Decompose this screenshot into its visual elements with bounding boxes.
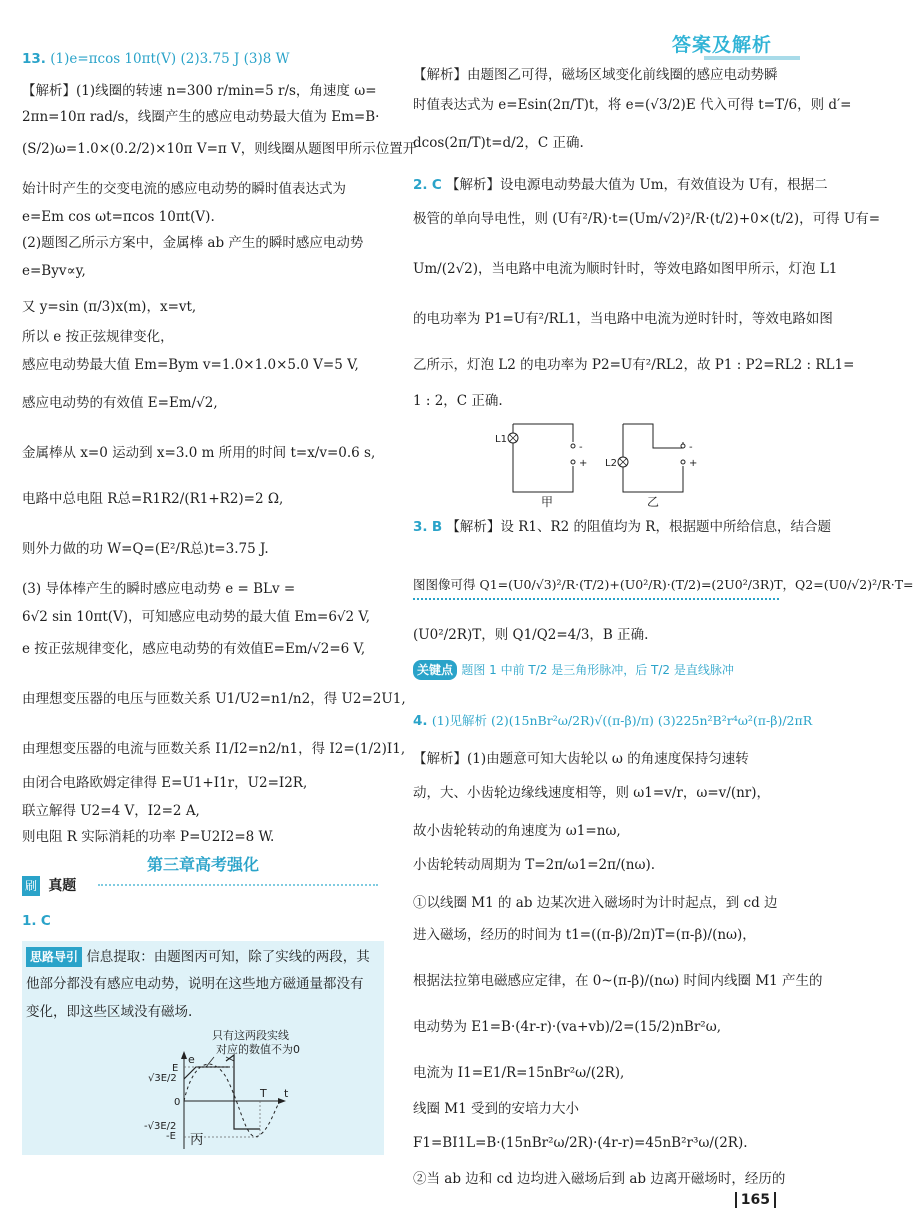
q3-answer-line	[413, 518, 831, 536]
q2-text: 【解析】设电源电动势最大值为 Um，有效值设为 U有，根据二	[446, 177, 828, 193]
fig-b-caption: 乙	[647, 495, 660, 509]
terminal-a-minus	[571, 444, 575, 448]
page-number: 165	[735, 1192, 776, 1208]
zhenti-heading	[22, 876, 76, 896]
text-line: 由闭合电路欧姆定律得 E=U1+I1r，U2=I2R,	[22, 775, 308, 791]
text-line: 时值表达式为 e=Esin(2π/T)t，将 e=(√3/2)E 代入可得 t=T/6，则 d′=	[413, 97, 852, 113]
text-line: 6√2 sin 10πt(V)，可知感应电动势的最大值 Em=6√2 V,	[22, 609, 371, 625]
text-line: 电动势为 E1=B·(4r-r)·(va+vb)/2=(15/2)nBr²ω,	[413, 1019, 722, 1035]
q1-answer: C	[40, 913, 51, 929]
fig-a-caption: 甲	[541, 495, 554, 509]
circuit-a-wire	[513, 424, 573, 492]
q13-answer: (1)e=πcos 10πt(V) (2)3.75 J (3)8 W	[50, 51, 290, 67]
q1-answer-line	[22, 912, 51, 930]
text-line: 又 y=sin (π/3)x(m)，x=vt,	[22, 299, 197, 315]
lamp-l1-label: L1	[495, 434, 507, 445]
q3-answer: B	[431, 519, 443, 535]
text-line: (S/2)ω=1.0×(0.2/2)×10π V=π V，则线圈从题图甲所示位置开	[22, 141, 417, 157]
terminal-a-minus-label: -	[579, 442, 583, 453]
tick-E: E	[172, 1063, 179, 1074]
question-number: 4.	[413, 713, 428, 729]
text-line: e=Byv∝y,	[22, 263, 86, 279]
emf-graph	[134, 1027, 304, 1155]
text-line: 故小齿轮转动的角速度为 ω1=nω,	[413, 823, 621, 839]
solid-segment-1	[184, 1067, 230, 1079]
circuit-b-wire	[623, 424, 683, 448]
wavy-underline	[413, 592, 779, 600]
chapter-title: 第三章高考强化	[146, 855, 259, 874]
text-line: 的电功率为 P1=U有²/RL1，当电路中电流为逆时针时，等效电路如图	[413, 311, 833, 327]
q4-answer: (1)见解析 (2)(15nBr²ω/2R)√((π-β)/π) (3)225n²B²r⁴ω²(π-β)/2πR	[431, 713, 813, 728]
section-header: 答案及解析	[671, 34, 772, 56]
q13-answer-line	[22, 50, 290, 68]
text-line: 电路中总电阻 R总=R1R2/(R1+R2)=2 Ω,	[22, 491, 284, 507]
hint-line-2: 他部分都没有感应电动势，说明在这些地方磁通量都没有	[26, 976, 364, 992]
text-line: 动，大、小齿轮边缘线速度相等，则 ω1=v/r，ω=v/(nr)，	[413, 785, 771, 801]
terminal-b-plus	[681, 460, 685, 464]
text-line: 电流为 I1=E1/R=15nBr²ω/(2R),	[413, 1065, 625, 1081]
text-line: dcos(2π/T)t=d/2，C 正确.	[413, 135, 584, 151]
text-line: ②当 ab 边和 cd 边均进入磁场后到 ab 边离开磁场时，经历的	[413, 1171, 786, 1187]
hint-text: 信息提取：由题图丙可知，除了实线的两段，其	[86, 949, 370, 965]
text-line: e 按正弦规律变化，感应电动势的有效值E=Em/√2=6 V,	[22, 641, 366, 657]
hint-line-3: 变化，即这些区域没有磁场.	[26, 1004, 193, 1020]
hint-box	[22, 941, 384, 1155]
text-line: 2πn=10π rad/s，线圈产生的感应电动势最大值为 Em=B·	[22, 109, 380, 125]
tick-negE: -E	[166, 1131, 176, 1142]
text-line: 感应电动势的有效值 E=Em/√2,	[22, 395, 218, 411]
graph-caption: 丙	[190, 1132, 204, 1148]
axis-t-label: t	[284, 1087, 289, 1100]
question-number: 1.	[22, 913, 37, 929]
question-number: 2.	[413, 177, 428, 193]
terminal-a-plus-label: +	[579, 458, 588, 469]
hint-line-1	[26, 947, 370, 967]
q4-answer-line	[413, 712, 812, 730]
terminal-b-minus	[681, 444, 685, 448]
text-line: (2)题图乙所示方案中，金属棒 ab 产生的瞬时感应电动势	[22, 235, 364, 251]
lamp-l2-label: L2	[605, 458, 617, 469]
tick-T: T	[260, 1087, 267, 1100]
circuit-diagrams	[493, 412, 703, 508]
axis-e-label: e	[188, 1053, 195, 1066]
dashed-sine-curve	[184, 1064, 280, 1136]
text-line: 【解析】由题图乙可得，磁场区域变化前线圈的感应电动势瞬	[413, 67, 778, 83]
text-line: 金属棒从 x=0 运动到 x=3.0 m 所用的时间 t=x/v=0.6 s,	[22, 445, 376, 461]
text-line: 图图像可得 Q1=(U0/√3)²/R·(T/2)+(U0²/R)·(T/2)=(2U0²/3R)T，Q2=(U0/√2)²/R·T=	[413, 577, 914, 592]
text-line: e=Em cos ωt=πcos 10πt(V).	[22, 209, 215, 225]
e-axis-arrow	[181, 1051, 187, 1059]
text-line: 进入磁场，经历的时间为 t1=((π-β)/2π)T=(π-β)/(nω)，	[413, 927, 756, 943]
hint-label: 思路导引	[26, 947, 82, 967]
text-line: 线圈 M1 受到的安培力大小	[413, 1101, 579, 1117]
text-line: 由理想变压器的电流与匝数关系 I1/I2=n2/n1，得 I2=(1/2)I1,	[22, 741, 406, 757]
key-point-icon: 关键点	[413, 660, 457, 680]
graph-annotation-2: 对应的数值不为0	[216, 1043, 300, 1056]
text-line: 则电阻 R 实际消耗的功率 P=U2I2=8 W.	[22, 829, 275, 845]
text-line: F1=BI1L=B·(15nBr²ω/2R)·(4r-r)=45nB²r³ω/(2R).	[413, 1135, 748, 1151]
text-line: Um/(2√2)，当电路中电流为顺时针时，等效电路如图甲所示，灯泡 L1	[413, 261, 838, 277]
text-line: ①以线圈 M1 的 ab 边某次进入磁场时为计时起点，到 cd 边	[413, 895, 778, 911]
q2-answer: C	[431, 177, 442, 193]
text-line: 小齿轮转动周期为 T=2π/ω1=2π/(nω).	[413, 857, 656, 873]
text-line: (U0²/2R)T，则 Q1/Q2=4/3，B 正确.	[413, 627, 649, 643]
circuit-a-wire	[513, 424, 573, 442]
text-line: (3) 导体棒产生的瞬时感应电动势 e = BLv =	[22, 581, 296, 597]
text-line: 始计时产生的交变电流的感应电动势的瞬时值表达式为	[22, 181, 346, 197]
terminal-a-plus	[571, 460, 575, 464]
text-line: 【解析】(1)线圈的转速 n=300 r/min=5 r/s，角速度 ω=	[22, 83, 377, 99]
tick-neg-rt3E2: -√3E/2	[144, 1121, 177, 1132]
q3-text: 【解析】设 R1、R2 的阻值均为 R，根据题中所给信息，结合题	[446, 519, 831, 535]
text-line: 1 : 2，C 正确.	[413, 393, 503, 409]
text-line: 感应电动势最大值 Em=Bym v=1.0×1.0×5.0 V=5 V,	[22, 357, 359, 373]
q2-answer-line	[413, 176, 828, 194]
text-line: 极管的单向导电性，则 (U有²/R)·t=(Um/√2)²/R·(t/2)+0×(t/2)，可得 U有=	[413, 211, 881, 227]
text-line: 【解析】(1)由题意可知大齿轮以 ω 的角速度保持匀速转	[413, 751, 749, 767]
text-line: 所以 e 按正弦规律变化，	[22, 329, 174, 345]
tick-zero: 0	[174, 1097, 181, 1108]
zhenti-badge: 刷	[22, 876, 40, 896]
dotted-divider	[98, 884, 378, 886]
graph-annotation-1: 只有这两段实线	[212, 1029, 289, 1042]
annotation-pointer	[206, 1057, 214, 1067]
text-line: 则外力做的功 W=Q=(E²/R总)t=3.75 J.	[22, 541, 269, 557]
key-point-line	[413, 660, 734, 680]
terminal-b-minus-label: -	[689, 442, 693, 453]
text-line: 联立解得 U2=4 V，I2=2 A,	[22, 803, 200, 819]
question-number: 3.	[413, 519, 428, 535]
text-line: 根据法拉第电磁感应定律，在 0~(π-β)/(nω) 时间内线圈 M1 产生的	[413, 973, 823, 989]
key-point-text: 题图 1 中前 T/2 是三角形脉冲，后 T/2 是直线脉冲	[461, 663, 734, 677]
tick-rt3E2: √3E/2	[148, 1073, 177, 1084]
question-number: 13.	[22, 51, 46, 67]
zhenti-label: 真题	[48, 878, 77, 894]
terminal-b-plus-label: +	[689, 458, 698, 469]
text-line: 由理想变压器的电压与匝数关系 U1/U2=n1/n2，得 U2=2U1,	[22, 691, 406, 707]
text-line: 乙所示，灯泡 L2 的电功率为 P2=U有²/RL2，故 P1 : P2=RL2 : RL1=	[413, 357, 855, 373]
solid-segment-2	[226, 1055, 260, 1129]
header-accent-bar	[704, 56, 800, 60]
